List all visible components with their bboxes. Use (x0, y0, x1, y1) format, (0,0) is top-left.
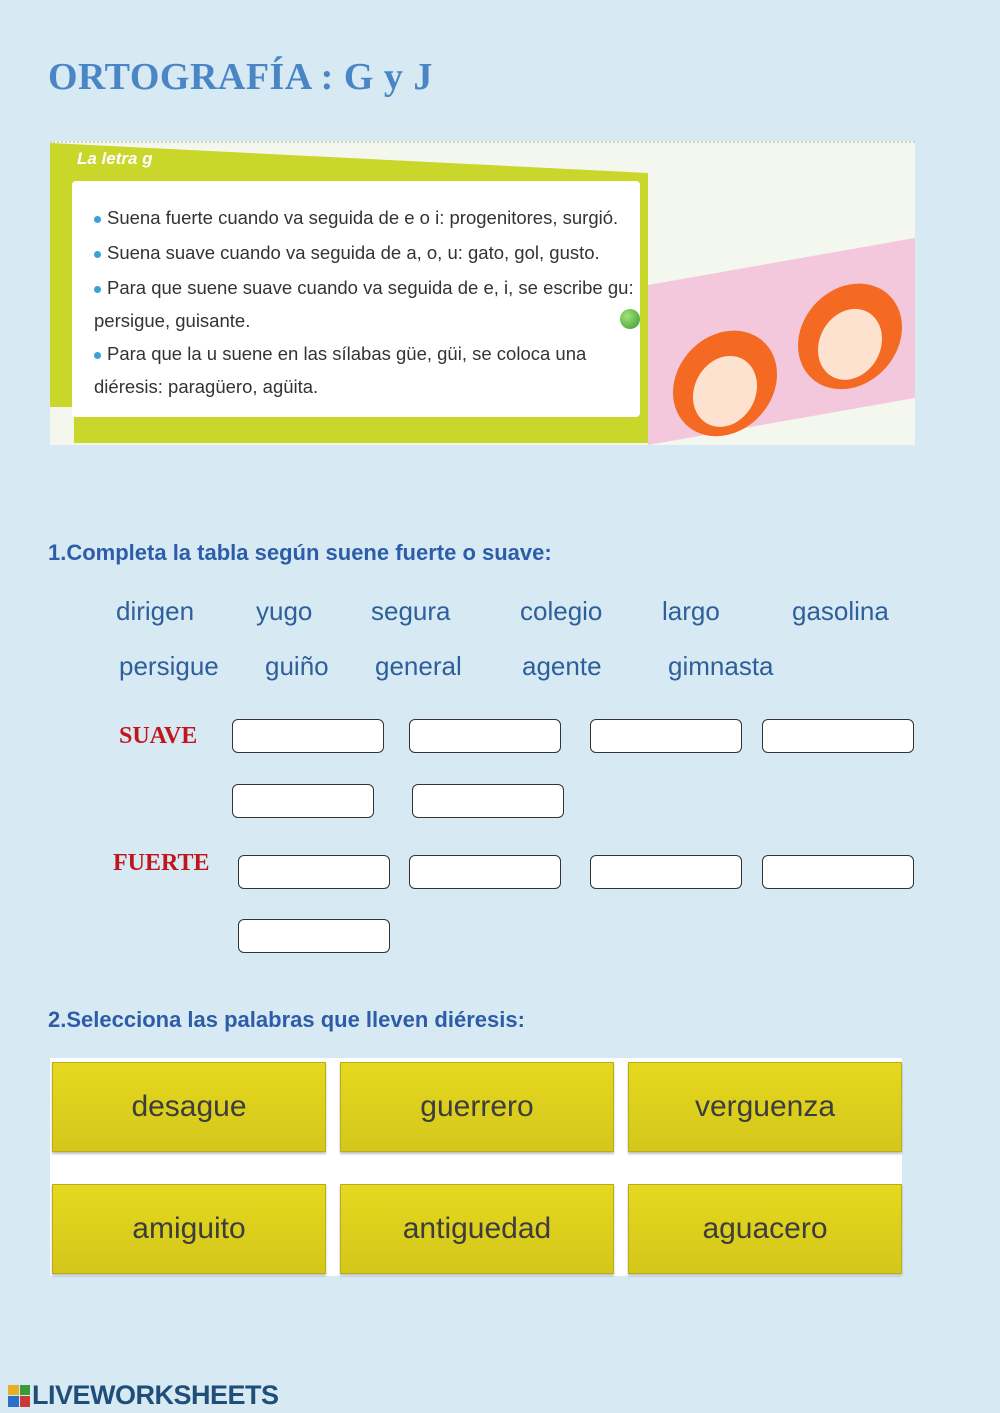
choice-button[interactable]: amiguito (52, 1184, 326, 1274)
rule-item: Suena fuerte cuando va seguida de e o i: progenitores, surgió. (94, 201, 639, 234)
fuerte-input[interactable] (238, 855, 390, 889)
suave-input[interactable] (409, 719, 561, 753)
rule-item: Para que la u suene en las sílabas güe, güi, se coloca una diéresis: paragüero, agüita. (94, 343, 587, 397)
word-bank-item: general (375, 651, 462, 681)
choice-button[interactable]: guerrero (340, 1062, 614, 1152)
word-bank-item: segura (371, 596, 451, 626)
word-bank-item: guiño (265, 651, 329, 681)
word-bank-item: largo (662, 596, 720, 626)
suave-input[interactable] (412, 784, 564, 818)
rule-heading: La letra g (77, 149, 153, 168)
suave-input[interactable] (232, 719, 384, 753)
page-title: ORTOGRAFÍA : G y J (48, 56, 433, 98)
rule-item: Para que suene suave cuando va seguida de e, i, se escribe gu: persigue, guisante. (94, 277, 634, 331)
suave-label: SUAVE (119, 723, 198, 749)
bullet-icon (94, 352, 101, 359)
fuerte-label: FUERTE (113, 850, 210, 876)
word-bank-item: agente (522, 651, 602, 681)
choice-button[interactable]: aguacero (628, 1184, 902, 1274)
rule-panel (50, 141, 915, 445)
fuerte-input[interactable] (409, 855, 561, 889)
logo-icon (8, 1385, 30, 1407)
pin-icon (620, 309, 640, 329)
exercise-2-title: 2.Selecciona las palabras que lleven diéresis: (48, 1007, 525, 1032)
choice-area (50, 1058, 902, 1276)
fuerte-input[interactable] (590, 855, 742, 889)
footer-logo-text: LIVEWORKSHEETS (32, 1380, 279, 1410)
bullet-icon (94, 286, 101, 293)
suave-input[interactable] (232, 784, 374, 818)
word-bank-item: gimnasta (668, 651, 774, 681)
suave-input[interactable] (590, 719, 742, 753)
suave-input[interactable] (762, 719, 914, 753)
word-bank-item: colegio (520, 596, 603, 626)
girls-illustration (648, 238, 915, 445)
bullet-icon (94, 216, 101, 223)
fuerte-input[interactable] (238, 919, 390, 953)
choice-button[interactable]: desague (52, 1062, 326, 1152)
word-bank-item: dirigen (116, 596, 195, 626)
choice-button[interactable]: antiguedad (340, 1184, 614, 1274)
word-bank-item: persigue (119, 651, 219, 681)
rule-item: Suena suave cuando va seguida de a, o, u: gato, gol, gusto. (94, 236, 639, 269)
bullet-icon (94, 251, 101, 258)
exercise-1-title: 1.Completa la tabla según suene fuerte o suave: (48, 540, 552, 565)
fuerte-input[interactable] (762, 855, 914, 889)
word-bank-item: gasolina (792, 596, 889, 626)
choice-button[interactable]: verguenza (628, 1062, 902, 1152)
footer-logo (8, 1380, 279, 1411)
word-bank-item: yugo (256, 596, 313, 626)
